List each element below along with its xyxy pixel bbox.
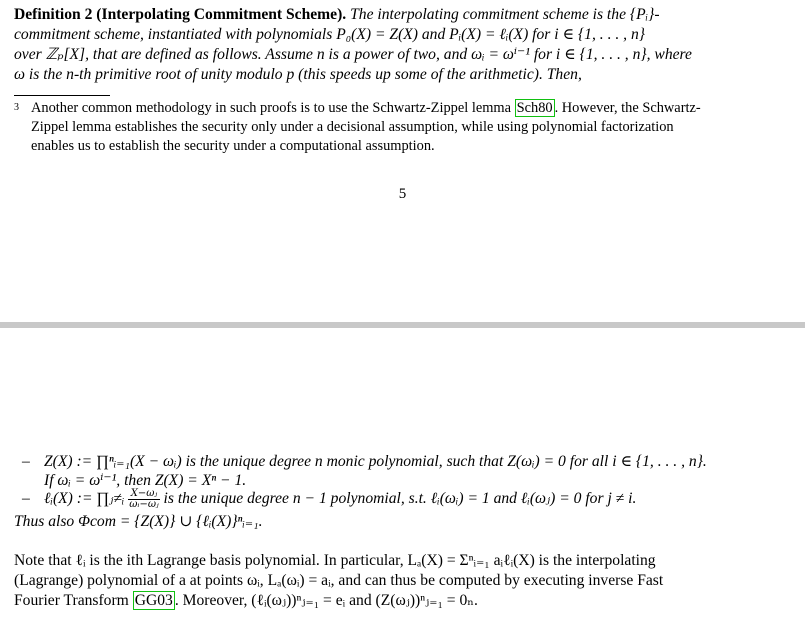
bullet-l-line: ℓᵢ(X) := ∏ⱼ≠ᵢ $\frac{\text{X−ωⱼ}}{\text{ωᵢ−ωⱼ}}$ is the unique degree n − 1 polynomial, s.t. ℓᵢ(ωᵢ) = 1 and ℓᵢ(ωⱼ) = 0 for j ≠ i. (44, 488, 637, 510)
bullet-dash: – (22, 453, 30, 470)
thus-line: Thus also Φcom = {Z(X)} ∪ {ℓᵢ(X)}ⁿᵢ₌₁. (14, 513, 263, 530)
footnote-line-3: enables us to establish the security under a computational assumption. (31, 138, 435, 154)
definition-line-3: over ℤₚ[X], that are defined as follows. Assume n is a power of two, and ωᵢ = ωⁱ⁻¹ for i ∈ {1, . . . , n}, where (14, 46, 692, 63)
definition-label: Definition 2 (Interpolating Commitment Scheme). (14, 6, 347, 23)
page-bottom (0, 328, 805, 617)
page-number: 5 (398, 186, 407, 202)
citation-gg03-link[interactable]: GG03 (134, 592, 173, 609)
fraction: $\frac{\text{X−ωⱼ}}{\text{ωᵢ−ωⱼ}}$ (129, 488, 159, 510)
definition-line-1: Definition 2 (Interpolating Commitment Scheme). The interpolating commitment scheme is the {Pᵢ}- (14, 6, 660, 23)
citation-sch80-link[interactable]: Sch80 (516, 100, 553, 116)
definition-line-4: ω is the n-th primitive root of unity modulo p (this speeds up some of the arithmetic). Then, (14, 66, 582, 83)
footnote-mark: 3 (14, 102, 19, 113)
note-line-1: Note that ℓᵢ is the ith Lagrange basis polynomial. In particular, Lₐ(X) = Σⁿᵢ₌₁ aᵢℓᵢ(X) is the interpolating (14, 552, 656, 569)
bullet-dash: – (22, 490, 30, 507)
footnote (14, 99, 794, 156)
footnote-rule (14, 95, 110, 96)
footnote-line-2: Zippel lemma establishes the security only under a decisional assumption, while using polynomial factorization (31, 119, 674, 135)
bullet-z-line-1: Z(X) := ∏ⁿᵢ₌₁(X − ωᵢ) is the unique degree n monic polynomial, such that Z(ωᵢ) = 0 for all i ∈ {1, . . . , n}. (44, 453, 707, 470)
note-paragraph (14, 551, 794, 611)
footnote-line-1: Another common methodology in such proofs is to use the Schwartz-Zippel lemma Sch80 . However, the Schwartz- (31, 100, 701, 116)
bullet-z-line-2: If ωᵢ = ωⁱ⁻¹, then Z(X) = Xⁿ − 1. (44, 472, 247, 489)
bullet-lagrange-definition (22, 489, 792, 510)
note-line-3: Fourier Transform GG03 . Moreover, (ℓᵢ(ωⱼ))ⁿⱼ₌₁ = eᵢ and (Z(ωⱼ))ⁿⱼ₌₁ = 0ₙ. (14, 592, 478, 609)
note-line-2: (Lagrange) polynomial of a at points ωᵢ, Lₐ(ωᵢ) = aᵢ, and can thus be computed by executing inverse Fast (14, 572, 664, 589)
definition-paragraph (14, 5, 792, 85)
definition-line-2: commitment scheme, instantiated with polynomials P₀(X) = Z(X) and Pᵢ(X) = ℓᵢ(X) for i ∈ {1, . . . , n} (14, 26, 645, 43)
bullet-z-definition (22, 452, 792, 490)
